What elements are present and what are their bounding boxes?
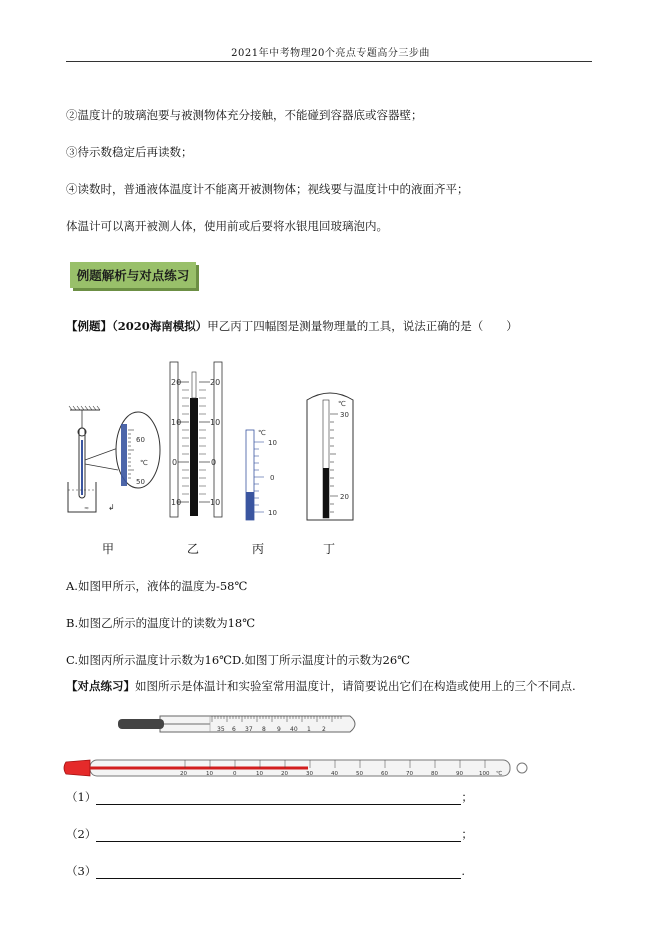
thermometer-figures: [60, 360, 360, 530]
lab-tick-3: 10: [256, 771, 263, 777]
lab-tick-11: 90: [456, 771, 463, 777]
label-ding: 丁: [323, 542, 336, 556]
clinical-tick-3: 8: [262, 726, 266, 733]
clinical-tick-1: 6: [232, 726, 236, 733]
yi-right-tick-2: 0: [211, 458, 217, 467]
example-question: [66, 318, 518, 334]
answer-end-1: ；: [461, 790, 473, 804]
example-stem: 甲乙丙丁四幅图是测量物理量的工具，说法正确的是（ ）: [207, 319, 518, 333]
jia-tick-50: 50: [136, 478, 145, 486]
bing-tick-10: 10: [268, 439, 277, 447]
jia-tick-60: 60: [136, 436, 145, 444]
bing-tick-0: 0: [270, 474, 275, 482]
section-title: 例题解析与对点练习: [70, 262, 196, 288]
lab-tick-6: 40: [331, 771, 338, 777]
lab-tick-8: 60: [381, 771, 388, 777]
answer-blank-3[interactable]: [96, 867, 461, 879]
lab-tick-12: 100: [479, 771, 490, 777]
figure-bing: [246, 429, 277, 520]
lab-tick-1: 10: [206, 771, 213, 777]
clinical-tick-6: 1: [307, 726, 311, 733]
ding-unit: ℃: [338, 400, 346, 408]
page-header: 2021年中考物理20个亮点专题高分三步曲: [231, 48, 430, 59]
option-a: A.如图甲所示，液体的温度为-58℃: [66, 579, 248, 593]
figure-jia: [68, 406, 160, 512]
lab-tick-9: 70: [406, 771, 413, 777]
example-source: （2020海南模拟）: [112, 319, 208, 333]
yi-left-tick-3: 10: [171, 498, 182, 507]
label-bing: 丙: [252, 542, 265, 556]
header-divider: [66, 61, 592, 62]
bing-tick-neg10: 10: [268, 509, 277, 517]
answer-line-2[interactable]: [66, 826, 473, 842]
example-tag: 【例题】: [66, 319, 112, 333]
yi-right-tick-1: 10: [210, 418, 221, 427]
bing-unit: ℃: [258, 429, 266, 437]
lab-thermometer: [64, 760, 527, 777]
lab-tick-0: 20: [180, 771, 187, 777]
answer-line-3[interactable]: [66, 863, 465, 879]
answer-label-3: （3）: [66, 864, 97, 878]
ding-tick-30: 30: [340, 411, 349, 419]
option-b: B.如图乙所示的温度计的读数为18℃: [66, 616, 256, 630]
answer-line-1[interactable]: [66, 789, 473, 805]
label-jia: 甲: [102, 542, 115, 556]
answer-end-3: .: [461, 864, 465, 878]
answer-blank-1[interactable]: [96, 793, 461, 805]
lab-tick-7: 50: [356, 771, 363, 777]
clinical-tick-7: 2: [322, 726, 326, 733]
svg-text:≈: ≈: [84, 505, 90, 512]
clinical-tick-2: 37: [245, 726, 253, 733]
clinical-thermometer: [118, 716, 355, 733]
clinical-tick-0: 35: [217, 726, 225, 733]
lab-tick-4: 20: [281, 771, 288, 777]
yi-left-tick-1: 10: [171, 418, 182, 427]
practice-tag: 【对点练习】: [66, 679, 135, 693]
lab-tick-5: 30: [306, 771, 313, 777]
ding-tick-20: 20: [340, 493, 349, 501]
lab-tick-10: 80: [431, 771, 438, 777]
thermometers-picture: [60, 708, 530, 784]
label-yi: 乙: [187, 542, 200, 556]
figure-yi: [170, 362, 222, 517]
lab-tick-2: 0: [233, 771, 237, 777]
yi-right-tick-0: 20: [210, 378, 221, 387]
paragraph-5: 体温计可以离开被测人体，使用前或后要将水银甩回玻璃泡内。: [66, 219, 388, 233]
practice-question: [66, 678, 576, 694]
answer-end-2: ；: [461, 827, 473, 841]
yi-left-tick-2: 0: [172, 458, 178, 467]
lab-unit: ℃: [496, 771, 503, 777]
clinical-tick-5: 40: [290, 726, 298, 733]
answer-label-1: （1）: [66, 790, 97, 804]
option-cd: C.如图丙所示温度计示数为16℃D.如图丁所示温度计的示数为26℃: [66, 653, 411, 667]
answer-blank-2[interactable]: [96, 830, 461, 842]
figure-ding: [307, 393, 353, 520]
practice-text: 如图所示是体温计和实验室常用温度计，请简要说出它们在构造或使用上的三个不同点.: [135, 679, 576, 693]
paragraph-2: ②温度计的玻璃泡要与被测物体充分接触，不能碰到容器底或容器壁；: [66, 108, 423, 122]
jia-mark: ↲: [108, 503, 115, 512]
yi-right-tick-3: 10: [210, 498, 221, 507]
jia-unit: ℃: [140, 459, 148, 467]
answer-label-2: （2）: [66, 827, 97, 841]
paragraph-3: ③待示数稳定后再读数；: [66, 145, 193, 159]
yi-left-tick-0: 20: [171, 378, 182, 387]
clinical-tick-4: 9: [277, 726, 281, 733]
paragraph-4: ④读数时，普通液体温度计不能离开被测物体；视线要与温度计中的液面齐平；: [66, 182, 469, 196]
